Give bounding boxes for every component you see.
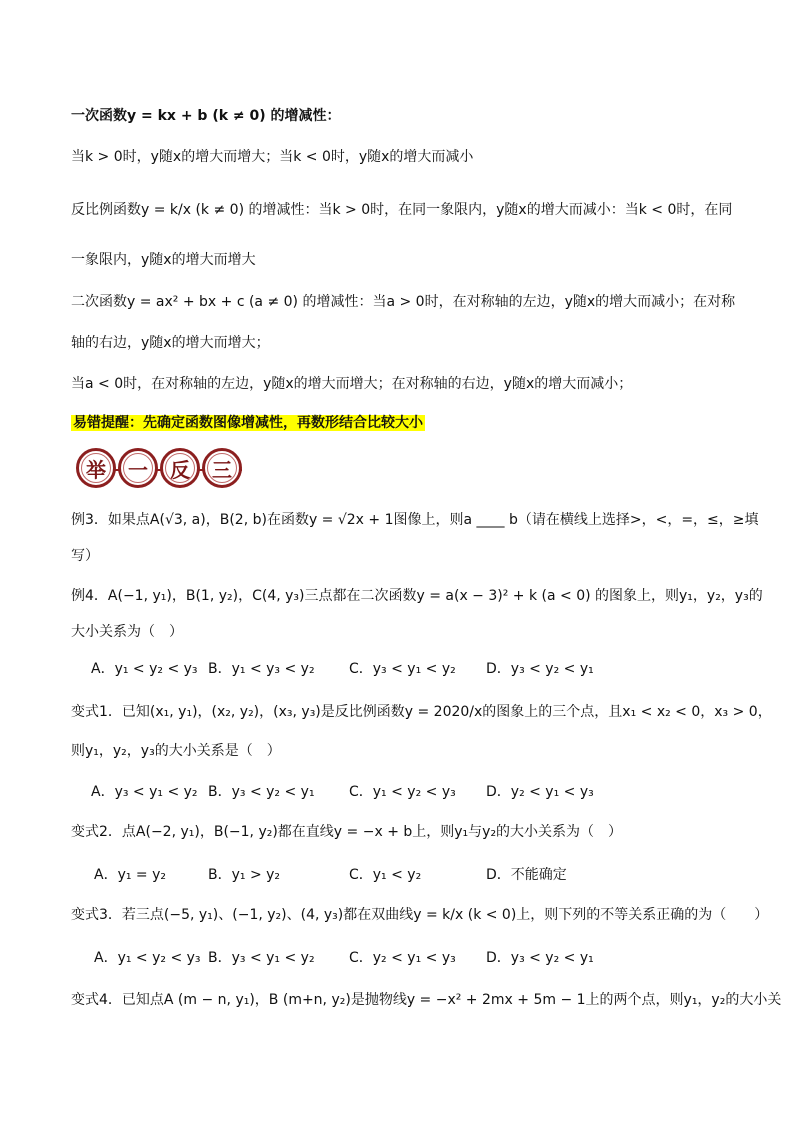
badge-4: 三 bbox=[202, 448, 242, 488]
variant1-option-d: D．y₂ < y₁ < y₃ bbox=[486, 784, 594, 800]
variant1-option-b: B．y₃ < y₂ < y₁ bbox=[208, 784, 315, 800]
example3-question-cont: 写） bbox=[71, 548, 99, 564]
badge-1: 举 bbox=[76, 448, 116, 488]
variant2-option-c: C．y₁ < y₂ bbox=[349, 867, 422, 883]
section-badges bbox=[70, 446, 250, 494]
quadratic-function-rule-cont: 轴的右边，y随x的增大而增大； bbox=[71, 335, 270, 351]
variant2-option-a: A．y₁ = y₂ bbox=[94, 867, 167, 883]
inverse-function-rule-cont: 一象限内，y随x的增大而增大 bbox=[71, 252, 256, 268]
warning-highlight: 易错提醒：先确定函数图像增减性，再数形结合比较大小 bbox=[73, 415, 423, 431]
variant3-question: 变式3．若三点(−5, y₁)、(−1, y₂)、(4, y₃)都在双曲线y = k/x (k < 0)上，则下列的不等关系正确的为（ ） bbox=[71, 907, 769, 923]
variant1-option-c: C．y₁ < y₂ < y₃ bbox=[349, 784, 456, 800]
linear-function-heading: 一次函数y = kx + b (k ≠ 0) 的增减性： bbox=[71, 108, 341, 124]
badge-2: 一 bbox=[118, 448, 158, 488]
variant2-question: 变式2．点A(−2, y₁)，B(−1, y₂)都在直线y = −x + b上，则y₁与y₂的大小关系为（ ） bbox=[71, 824, 623, 840]
quadratic-function-rule: 二次函数y = ax² + bx + c (a ≠ 0) 的增减性：当a > 0时，在对称轴的左边，y随x的增大而减小；在对称 bbox=[71, 294, 736, 310]
variant2-option-b: B．y₁ > y₂ bbox=[208, 867, 281, 883]
example4-option-b: B．y₁ < y₃ < y₂ bbox=[208, 661, 315, 677]
inverse-function-rule: 反比例函数y = k/x (k ≠ 0) 的增减性：当k > 0时，在同一象限内，y随x的增大而减小：当k < 0时，在同 bbox=[71, 202, 733, 218]
example4-option-c: C．y₃ < y₁ < y₂ bbox=[349, 661, 456, 677]
variant3-option-b: B．y₃ < y₁ < y₂ bbox=[208, 950, 315, 966]
variant1-question: 变式1．已知(x₁, y₁)，(x₂, y₂)，(x₃, y₃)是反比例函数y = 2020/x的图象上的三个点，且x₁ < x₂ < 0，x₃ > 0， bbox=[71, 704, 772, 720]
variant3-option-a: A．y₁ < y₂ < y₃ bbox=[94, 950, 201, 966]
quadratic-negative-rule: 当a < 0时，在对称轴的左边，y随x的增大而增大；在对称轴的右边，y随x的增大而减小； bbox=[71, 376, 633, 392]
example4-question-cont: 大小关系为（ ） bbox=[71, 624, 183, 640]
example4-option-d: D．y₃ < y₂ < y₁ bbox=[486, 661, 594, 677]
warning-note bbox=[71, 413, 425, 433]
variant3-option-c: C．y₂ < y₁ < y₃ bbox=[349, 950, 456, 966]
variant2-option-d: D．不能确定 bbox=[486, 867, 567, 883]
variant3-option-d: D．y₃ < y₂ < y₁ bbox=[486, 950, 594, 966]
badge-3: 反 bbox=[160, 448, 200, 488]
linear-function-rule: 当k > 0时，y随x的增大而增大；当k < 0时，y随x的增大而减小 bbox=[71, 149, 474, 165]
example4-option-a: A．y₁ < y₂ < y₃ bbox=[91, 661, 198, 677]
example4-question: 例4．A(−1, y₁)，B(1, y₂)，C(4, y₃)三点都在二次函数y = a(x − 3)² + k (a < 0) 的图象上，则y₁，y₂，y₃的 bbox=[71, 588, 763, 604]
example3-question: 例3．如果点A(√3, a)，B(2, b)在函数y = √2x + 1图像上，则a ____ b（请在横线上选择>，<，=，≤，≥填 bbox=[71, 512, 759, 528]
variant1-option-a: A．y₃ < y₁ < y₂ bbox=[91, 784, 198, 800]
variant4-question: 变式4．已知点A (m − n, y₁)，B (m+n, y₂)是抛物线y = −x² + 2mx + 5m − 1上的两个点，则y₁，y₂的大小关 bbox=[71, 992, 782, 1008]
variant1-question-cont: 则y₁，y₂，y₃的大小关系是（ ） bbox=[71, 743, 281, 759]
